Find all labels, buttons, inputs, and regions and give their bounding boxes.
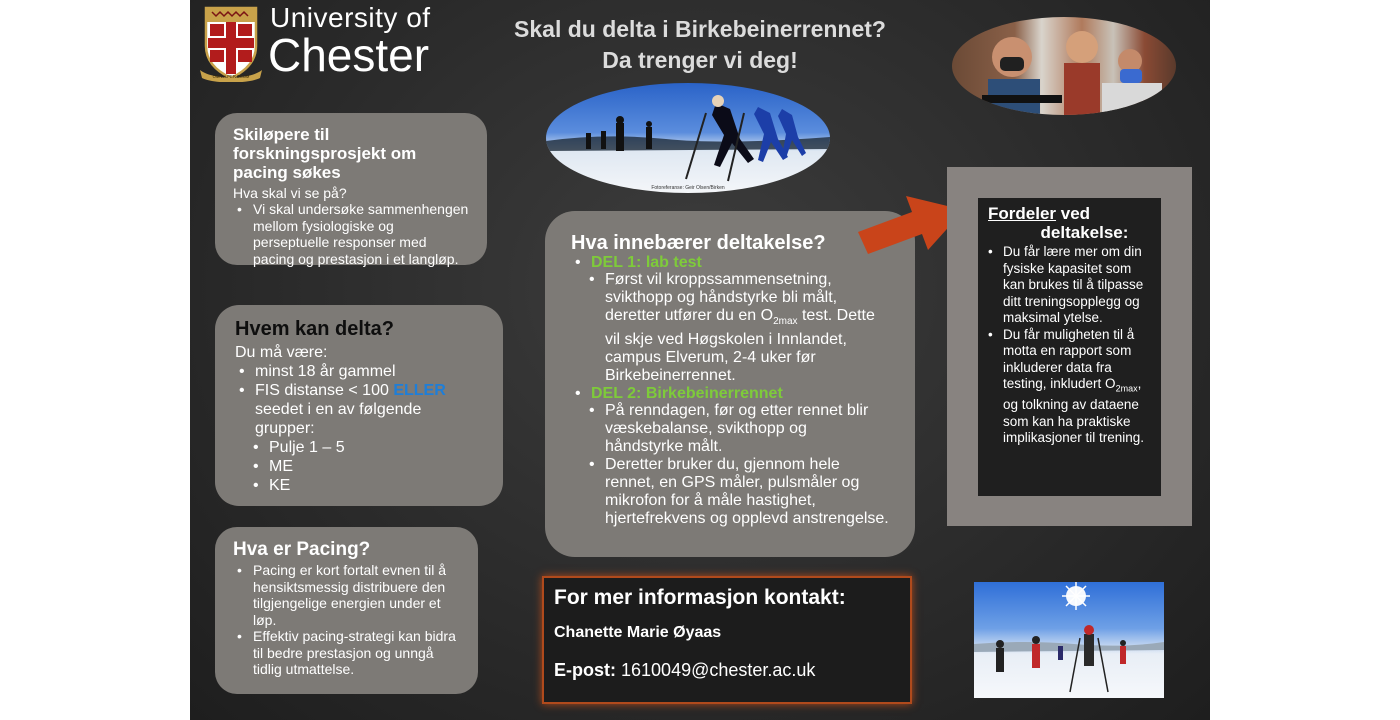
box-recruitment xyxy=(215,113,487,265)
eligibility-list xyxy=(235,362,483,438)
participation-heading: Hva innebærer deltakelse? xyxy=(571,232,826,254)
lab-photo-illustration xyxy=(952,17,1176,115)
list-item: • KE xyxy=(249,476,483,495)
lab-testing-photo xyxy=(952,17,1176,115)
list-item: • minst 18 år gammel xyxy=(235,362,483,381)
university-crest-icon xyxy=(198,4,264,82)
seed-groups-list xyxy=(235,438,483,495)
benefits-heading: Fordeler ved deltakelse: xyxy=(988,204,1129,242)
list-item: • Effektiv pacing-strategi kan bidra til bedre prestasjon og unngå tidlig utmattelse. xyxy=(233,628,460,678)
race-illustration xyxy=(974,582,1164,698)
box-participation xyxy=(545,211,915,557)
part2-label: • DEL 2: Birkebeinerrennet xyxy=(571,385,889,402)
participation-parts xyxy=(571,254,889,271)
participation-parts-2 xyxy=(571,385,889,402)
list-item: • FIS distanse < 100 ELLER seedet i en av følgende grupper: xyxy=(235,381,483,438)
list-item: • Vi skal undersøke sammenhengen mellom fysiologiske og perseptuelle responser med pacing og prestasjon i et langløp. xyxy=(233,201,469,267)
logo-text-line2: Chester xyxy=(268,29,430,81)
email-label: E-post: xyxy=(554,660,616,680)
or-highlight: ELLER xyxy=(393,382,446,399)
skiers-race-photo xyxy=(546,83,830,193)
list-item: • Først vil kroppssammensetning, svikthopp og håndstyrke bli målt, deretter utfører du en $O_{2max}$ test. Dette vil skje ved Høgskolen i Innlandet, campus Elverum, 2-4 uker før Birkebeinerrennet. xyxy=(585,271,889,385)
part1-label: • DEL 1: lab test xyxy=(571,254,889,271)
benefits-list xyxy=(978,242,1161,447)
list-item: • Du får muligheten til å motta en rapport som inkluderer data fra testing, inkludert $O_{2max}$, og tolkning av dataene som kan ha praktiske implikasjoner til trening. xyxy=(984,327,1155,447)
part1-list xyxy=(571,271,889,385)
list-item: • På renndagen, før og etter rennet blir væskebalanse, svikthopp og håndstyrke målt. xyxy=(585,402,889,456)
title-line2: Da trenger vi deg! xyxy=(602,47,798,73)
list-item: • Pulje 1 – 5 xyxy=(249,438,483,457)
recruitment-heading: Skiløpere til forskningsprosjekt om pacing søkes xyxy=(233,125,417,182)
svg-text:Fotoreferanse: Geir Olsen/Birk: Fotoreferanse: Geir Olsen/Birken xyxy=(651,185,725,191)
eligibility-heading: Hvem kan delta? xyxy=(235,318,394,340)
pacing-list xyxy=(233,562,460,678)
contact-box xyxy=(542,576,912,704)
contact-email-row xyxy=(554,660,815,681)
list-item: • Pacing er kort fortalt evnen til å hensiktsmessig distribuere den tilgjengelige energien under et løp. xyxy=(233,562,460,628)
skiers-illustration xyxy=(546,83,830,193)
eligibility-intro: Du må være: xyxy=(235,344,328,361)
recruitment-list xyxy=(233,201,469,267)
list-item: • Du får lære mer om din fysiske kapasitet som kan brukes til å tilpasse ditt treningsopplegg og maksimal ytelse. xyxy=(984,244,1155,327)
list-item: • ME xyxy=(249,457,483,476)
title-line1: Skal du delta i Birkebeinerrennet? xyxy=(514,16,886,42)
recruitment-subheading: Hva skal vi se på? xyxy=(233,185,347,201)
email-link[interactable]: 1610049@chester.ac.uk xyxy=(621,660,816,680)
ski-race-photo xyxy=(974,582,1164,698)
contact-heading: For mer informasjon kontakt: xyxy=(554,586,846,609)
box-eligibility xyxy=(215,305,503,506)
poster-title xyxy=(480,14,920,76)
poster xyxy=(190,0,1210,720)
part2-list xyxy=(571,402,889,528)
list-item: • Deretter bruker du, gjennom hele rennet, en GPS måler, pulsmåler og mikrofon for å måle hastighet, hjertefrekvens og opplevd anstrengelse. xyxy=(585,456,889,528)
benefits-box xyxy=(978,198,1161,496)
svg-text:OMNIA PER DEUM: OMNIA PER DEUM xyxy=(212,74,250,79)
pacing-heading: Hva er Pacing? xyxy=(233,539,371,560)
university-logo xyxy=(190,0,450,90)
contact-name: Chanette Marie Øyaas xyxy=(554,624,722,641)
logo-text-line1: University of xyxy=(270,2,431,33)
box-pacing xyxy=(215,527,478,694)
